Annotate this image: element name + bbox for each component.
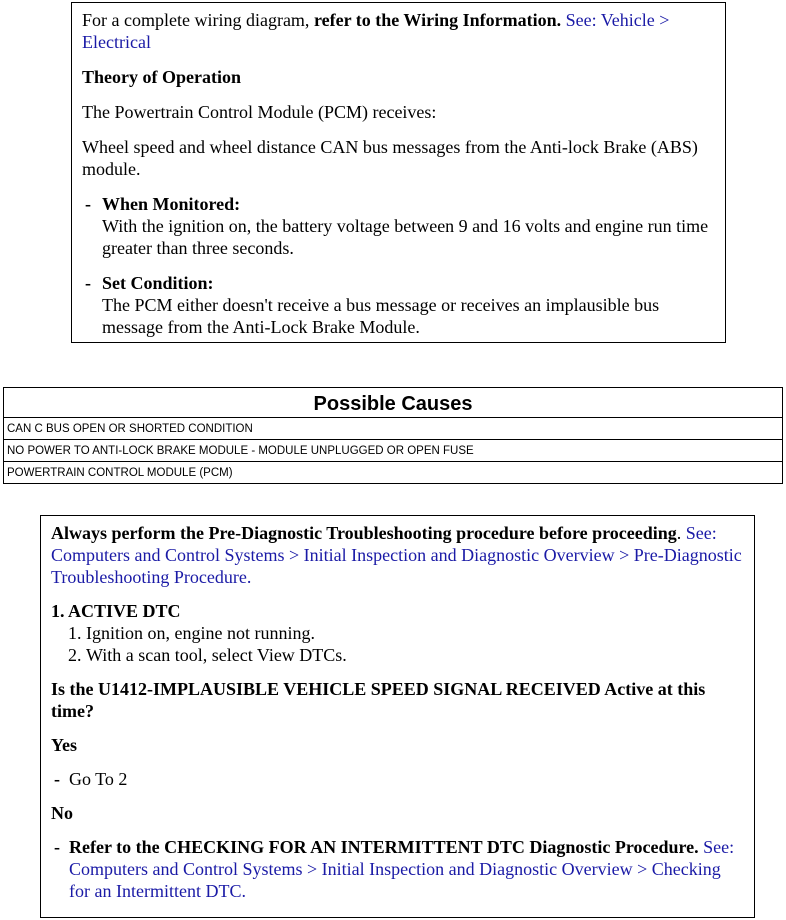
cause-cell: NO POWER TO ANTI-LOCK BRAKE MODULE - MODULE UNPLUGGED OR OPEN FUSE <box>4 440 783 462</box>
pre-diagnostic-period: . <box>676 523 682 543</box>
wheel-speed-text: Wheel speed and wheel distance CAN bus messages from the Anti-lock Brake (ABS) module. <box>82 137 698 179</box>
bullet-dash: - <box>85 194 91 214</box>
table-row <box>4 462 783 484</box>
question-text: Is the U1412-IMPLAUSIBLE VEHICLE SPEED SIGNAL RECEIVED Active at this time? <box>51 679 706 721</box>
go-to-2-link[interactable]: Go To 2 <box>69 769 128 789</box>
possible-causes-table <box>3 387 783 484</box>
pre-diagnostic-link[interactable]: See: Computers and Control Systems > Initial Inspection and Diagnostic Overview > Pre-Diagnostic Troubleshooting Procedure. <box>51 523 742 587</box>
no-action-item <box>51 836 744 902</box>
step-heading: 1. ACTIVE DTC <box>51 601 181 621</box>
set-condition-text: The PCM either doesn't receive a bus message or receives an implausible bus message from the Anti-Lock Brake Module. <box>102 295 660 337</box>
wiring-diagram-note <box>82 9 715 53</box>
yes-label: Yes <box>51 735 77 755</box>
wiring-intro-text: For a complete wiring diagram, <box>82 10 314 30</box>
set-condition-item <box>82 272 715 338</box>
list-item: 1. Ignition on, engine not running. <box>86 622 744 644</box>
possible-causes-title: Possible Causes <box>4 388 783 418</box>
table-row <box>4 440 783 462</box>
cause-cell: POWERTRAIN CONTROL MODULE (PCM) <box>4 462 783 484</box>
when-monitored-item <box>82 193 715 259</box>
wiring-intro-bold: refer to the Wiring Information. <box>313 10 562 30</box>
no-action-bold: Refer to the CHECKING FOR AN INTERMITTENT DTC Diagnostic Procedure. <box>69 837 699 857</box>
diagnostic-procedure-box <box>40 515 755 918</box>
vehicle-electrical-link[interactable]: See: Vehicle > Electrical <box>82 10 670 52</box>
when-monitored-label: When Monitored: <box>102 194 241 214</box>
table-row <box>4 418 783 440</box>
no-label: No <box>51 803 73 823</box>
when-monitored-text: With the ignition on, the battery voltage between 9 and 16 volts and engine run time greater than three seconds. <box>102 216 709 258</box>
pre-diagnostic-note <box>51 522 744 588</box>
theory-of-operation-box <box>71 2 726 343</box>
intermittent-dtc-link[interactable]: See: Computers and Control Systems > Initial Inspection and Diagnostic Overview > Checking for an Intermittent DTC. <box>69 837 735 901</box>
set-condition-label: Set Condition: <box>102 273 214 293</box>
list-item: 2. With a scan tool, select View DTCs. <box>86 644 744 666</box>
bullet-dash: - <box>54 837 60 857</box>
bullet-dash: - <box>54 769 60 789</box>
step-list <box>51 622 744 666</box>
theory-heading: Theory of Operation <box>82 67 241 87</box>
bullet-dash: - <box>85 273 91 293</box>
pre-diagnostic-bold: Always perform the Pre-Diagnostic Troubleshooting procedure before proceeding <box>51 523 677 543</box>
cause-cell: CAN C BUS OPEN OR SHORTED CONDITION <box>4 418 783 440</box>
pcm-receives-text: The Powertrain Control Module (PCM) receives: <box>82 102 437 122</box>
yes-action-item <box>51 768 744 790</box>
